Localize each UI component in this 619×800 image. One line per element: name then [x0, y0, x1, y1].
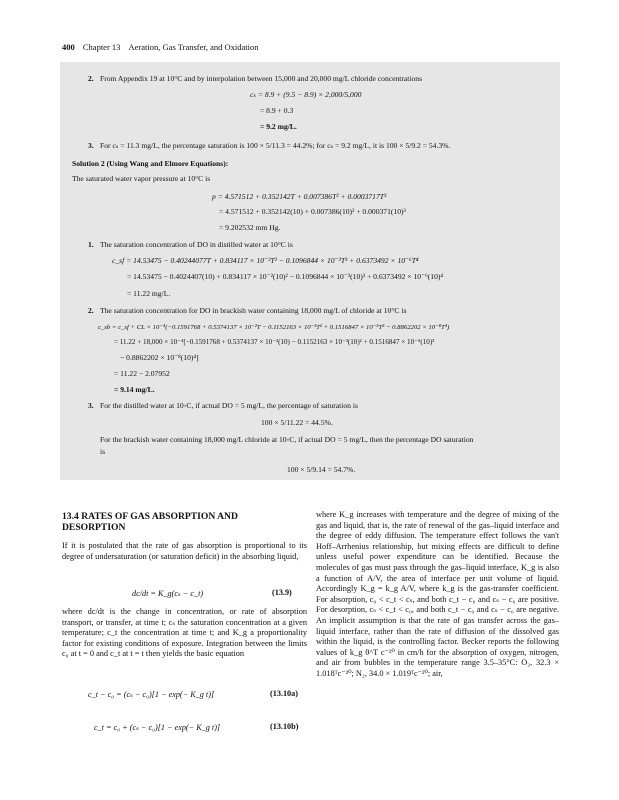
step-2-text: From Appendix 19 at 10°C and by interpolation between 15,000 and 20,000 mg/L chloride concentrations	[100, 74, 423, 83]
left-paragraph-2-text: where dc/dt is the change in concentration, or rate of absorption transport, or transfer, at time t; cₛ the saturation concentration at a given temperature; c_t the concentration at time t; and K_g a proportionality factor for existing conditions of exposure. Integration between the limits c₀ at t = 0 and c_t at t = t then yields the basic equation	[62, 607, 307, 659]
running-header	[62, 42, 259, 52]
distilled-saturation-eq: 100 × 5/11.22 = 44.5%.	[261, 418, 333, 427]
cs-eq-line-1: cₛ = 8.9 + (9.5 − 8.9) × 2,000/5,000	[250, 90, 362, 99]
brackish-do-eq-2: = 11.22 + 18,000 × 10⁻⁴[−0.1591768 + 0.5374137 × 10⁻²(10) − 0.1152163 × 10⁻³(10)² + 0.1516847 × 10⁻⁵(10)³	[114, 338, 435, 346]
vapor-pressure-eq-1: p = 4.571512 + 0.352142T + 0.007386T² + 0.0003717T³	[212, 192, 387, 201]
equation-13-9-number: (13.9)	[272, 588, 292, 597]
wang-step-1-number: 1.	[88, 240, 94, 249]
brackish-do-eq-4: = 11.22 − 2.07952	[114, 369, 170, 378]
wang-step-3-text-2-cont: is	[100, 447, 106, 456]
step-2-number: 2.	[88, 74, 94, 83]
step-3-number: 3.	[88, 141, 94, 150]
wang-step-2-number: 2.	[88, 306, 94, 315]
equation-13-10a-number: (13.10a)	[270, 689, 298, 698]
example-solution-box	[60, 62, 560, 480]
left-paragraph-1	[62, 541, 307, 562]
cs-eq-line-2: = 8.9 + 0.3	[260, 106, 294, 115]
right-paragraph	[316, 510, 559, 680]
wang-step-1-text: The saturation concentration of DO in distilled water at 10°C is	[100, 240, 293, 249]
vapor-pressure-eq-3: = 9.202532 mm Hg.	[219, 223, 281, 232]
step-3-text: For cₛ = 11.3 mg/L, the percentage saturation is 100 × 5/11.3 = 44.2%; for cₛ = 9.2 mg/L, it is 100 × 5/9.2 = 54.3%.	[100, 141, 451, 150]
left-paragraph-2	[62, 607, 307, 660]
brackish-do-eq-5: = 9.14 mg/L.	[114, 385, 155, 394]
distilled-do-eq-3: = 11.22 mg/L.	[127, 289, 171, 298]
chapter-label: Chapter 13	[82, 42, 121, 52]
brackish-do-eq-3: − 0.8862202 × 10⁻⁸(10)⁴]	[120, 353, 199, 362]
wang-step-3-text: For the distilled water at 10◦C, if actual DO = 5 mg/L, the percentage of saturation is	[100, 401, 358, 410]
solution-2-title: Solution 2 (Using Wang and Elmore Equations):	[72, 159, 229, 168]
distilled-do-eq-2: = 14.53475 − 0.4024407(10) + 0.834117 × 10⁻²(10)² − 0.1096844 × 10⁻³(10)³ + 0.6373492 × 10⁻⁶(10)⁴	[127, 272, 444, 281]
vapor-pressure-eq-2: = 4.571512 + 0.352142(10) + 0.007386(10)² + 0.000371(10)³	[219, 207, 406, 216]
right-paragraph-text: where K_g increases with temperature and the degree of mixing of the gas and liquid, that is, the rate of renewal of the gas–liquid interface and the degree of eddy diffusion. The temperature effect follows the van't Hoff–Arrhenius relationship, but mixing effects are difficult to define unless useful power expenditure can be identified. Because the molecules of gas must pass through the gas–liquid interface, K_g is also a function of A/V, the area of interface per unit volume of liquid. Accordingly K_g = k_g A/V, where k_g is the gas-transfer coefficient. For absorption, c₀ < c_t < cₛ, and both c_t − c₀ and cₛ − c₀ are positive. For desorption, cₛ < c_t < c₀, and both c_t − c₀ and cₛ − c₀ are negative. An implicit assumption is that the rate of gas transfer across the gas–liquid interface, rather than the rate of diffusion of the dissolved gas within the liquid, is the controlling factor. Becker reports the following values of k_g θ^T c⁻²⁰ in cm/h for the absorption of oxygen, nitrogen, and air from bubbles in the temperature range 3.5–35°C: O₂, 32.3 × 1.018ᵀc⁻²⁰; N₂, 34.0 × 1.019ᵀc⁻²⁰; air,	[316, 510, 559, 678]
cs-eq-line-3: = 9.2 mg/L.	[260, 122, 297, 131]
distilled-do-eq-1: c_sf = 14.53475 − 0.40244077T + 0.834117 × 10⁻²T² − 0.1096844 × 10⁻³T³ + 0.6373492 × 10⁻⁶T⁴	[112, 256, 419, 265]
equation-13-10a: c_t − c₀ = (cₛ − c₀)[1 − exp(− K_g t)]	[88, 690, 215, 699]
solution-2-intro: The saturated water vapor pressure at 10°C is	[72, 174, 211, 183]
page-number: 400	[62, 42, 75, 52]
section-heading: 13.4 RATES OF GAS ABSORPTION AND DESORPTION	[62, 511, 238, 533]
wang-step-3-number: 3.	[88, 401, 94, 410]
equation-13-9: dc/dt = K_g(cₛ − c_t)	[132, 589, 204, 598]
left-paragraph-1-text: If it is postulated that the rate of gas absorption is proportional to its degree of undersaturation (or saturation deficit) in the absorbing liquid,	[62, 541, 307, 561]
brackish-do-eq-1: c_sb = c_sf + CL × 10⁻⁴(−0.1591768 + 0.5374137 × 10⁻²T − 0.1152163 × 10⁻³T² + 0.1516847 × 10⁻⁵T³ − 0.8862202 × 10⁻⁸T⁴)	[98, 324, 450, 331]
chapter-title: Aeration, Gas Transfer, and Oxidation	[128, 42, 259, 52]
equation-13-10b-number: (13.10b)	[270, 722, 299, 731]
wang-step-3-text-2: For the brackish water containing 18,000 mg/L chloride at 10◦C, if actual DO = 5 mg/L, then the percentage DO saturation	[100, 435, 474, 444]
equation-13-10b: c_t = c₀ + (cₛ − c₀)[1 − exp(− K_g t)]	[94, 723, 221, 732]
brackish-saturation-eq: 100 × 5/9.14 = 54.7%.	[287, 465, 356, 474]
wang-step-2-text: The saturation concentration for DO in brackish water containing 18,000 mg/L of chloride at 10°C is	[100, 306, 407, 315]
